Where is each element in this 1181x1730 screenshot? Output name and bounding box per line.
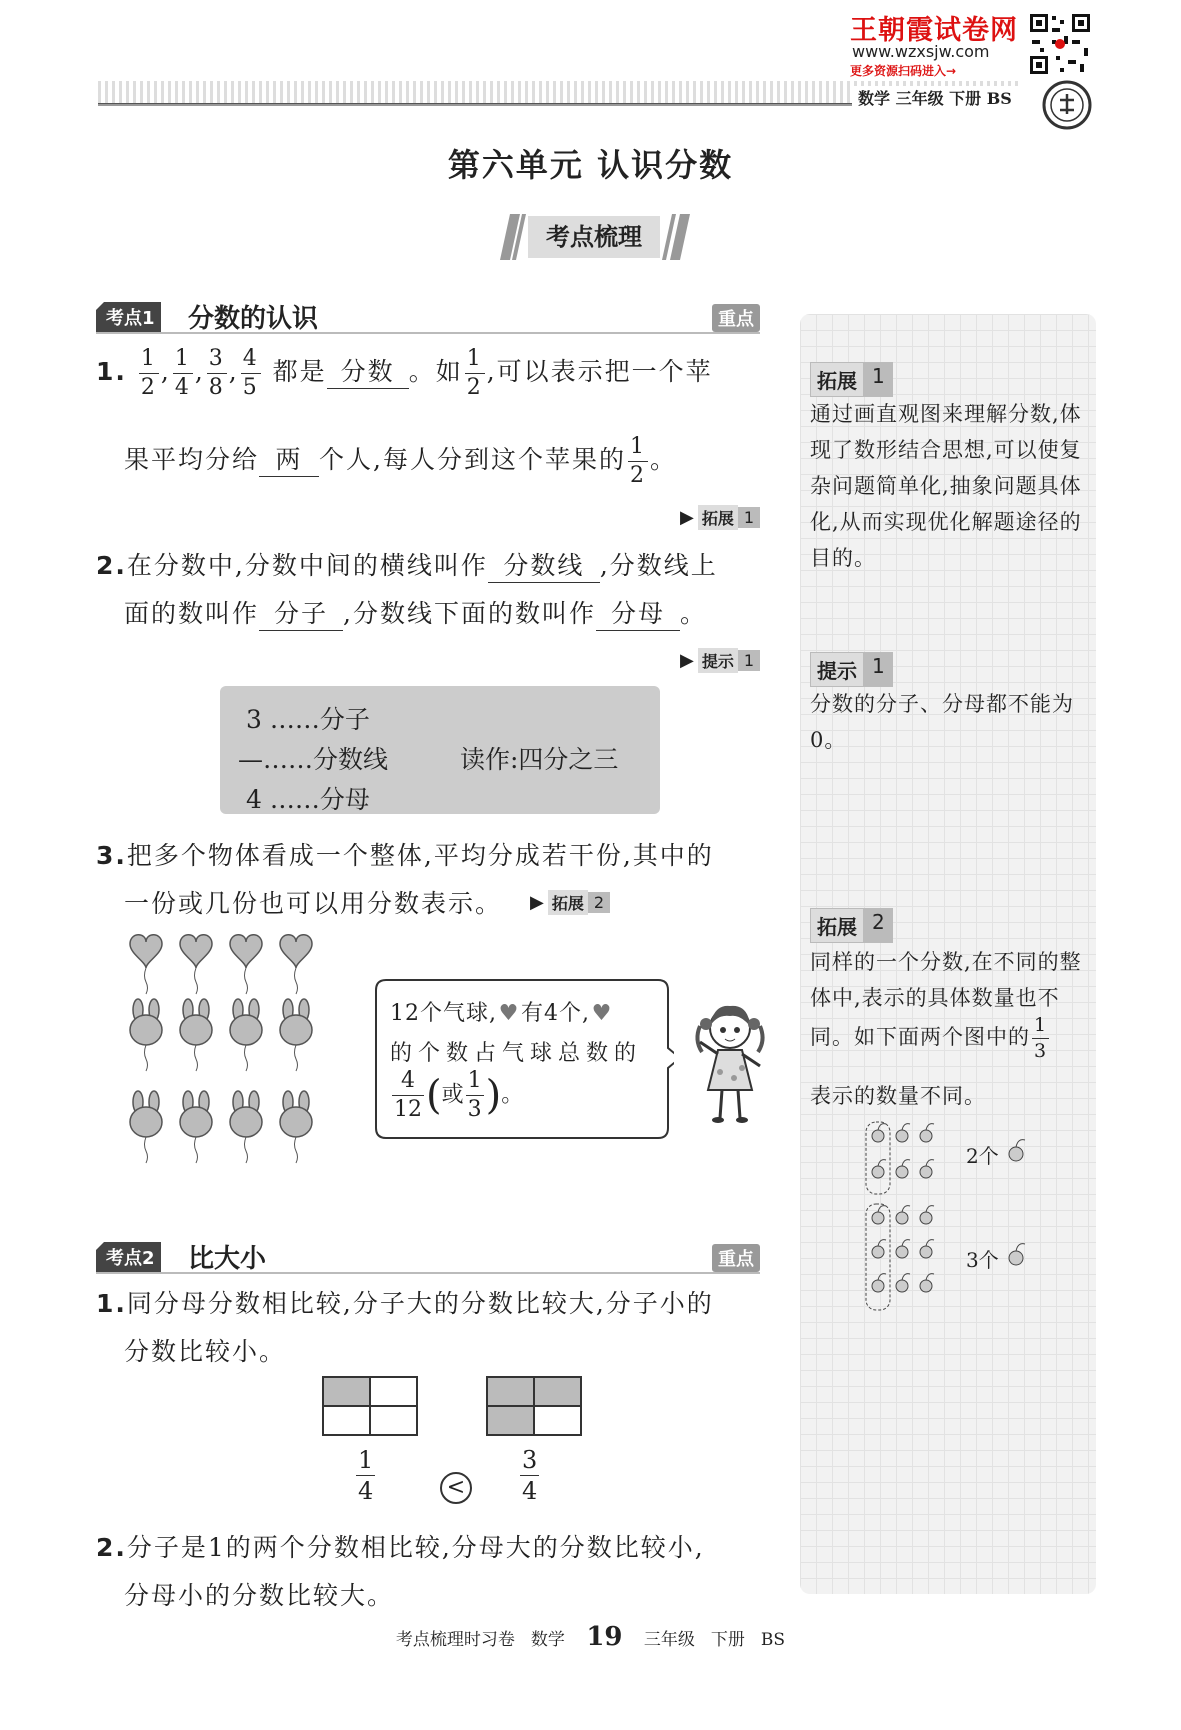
side-tip-1-text: 分数的分子、分母都不能为0。: [810, 692, 1074, 752]
brand-url[interactable]: www.wzxsjw.com: [852, 42, 990, 61]
compare-question-2-line-2: 分母小的分数比较大。: [124, 1581, 395, 1610]
fraction: $\frac{1}{2}$: [140, 346, 157, 400]
key-point-badge: 重点: [712, 1244, 760, 1272]
section-header-1: [96, 296, 760, 334]
fraction: $\frac{1}{4}$: [174, 346, 191, 400]
answer-blank[interactable]: 两: [259, 440, 319, 477]
count-two: 2个: [966, 1144, 999, 1168]
answer-blank[interactable]: 分母: [596, 594, 680, 631]
side-extension-1-text: 通过画直观图来理解分数,体现了数形结合思想,可以使复杂问题简单化,抽象问题具体化,从而实现优化解题途径的目的。: [810, 402, 1082, 570]
bunny-balloon-icon: [180, 1091, 212, 1163]
side-extension-1-tag: 拓展 1: [810, 362, 893, 397]
bubble-line-2: 的个数占气球总数的: [390, 1041, 643, 1066]
page-footer: 考点梳理时习卷 数学 19 三年级 下册 BS: [395, 1622, 786, 1652]
brand-title: 王朝霞试卷网: [850, 15, 1018, 46]
header-info: 数学 三年级 下册 BS: [852, 86, 1018, 109]
compare-question-1-line-1: 1.同分母分数相比较,分子大的分数比较大,分子小的: [96, 1289, 714, 1318]
bunny-balloon-icon: [130, 1091, 162, 1163]
banner-text: 考点梳理: [546, 222, 642, 251]
cherries-group-six: [864, 1118, 964, 1198]
heart-balloon-icon: [230, 935, 262, 994]
side-extension-2-text-end: 表示的数量不同。: [810, 1084, 986, 1108]
compare-question-2-line-1: 2.分子是1的两个分数相比较,分母大的分数比较小,: [96, 1533, 705, 1562]
section-title: 比大小: [188, 1244, 267, 1274]
cherries-group-nine: [864, 1200, 964, 1314]
heart-balloon-icon: [280, 935, 312, 994]
diagram-denominator: 4 ……分母: [246, 785, 370, 814]
diagram-fraction-line: —……分数线: [238, 745, 389, 774]
diagram-reading: 读作:四分之三: [460, 745, 619, 774]
bubble-line-1: 12个气球,♥有4个,♥: [390, 1001, 613, 1026]
ref-extension-1[interactable]: ▶ 拓展 1: [680, 505, 760, 530]
bunny-balloon-icon: [230, 999, 262, 1071]
section-header-2: [96, 1236, 760, 1274]
fraction-three-quarters: $\frac{3}{4}$: [522, 1446, 538, 1505]
qr-code-icon[interactable]: [1028, 12, 1092, 76]
play-arrow-icon: ▶: [680, 650, 694, 671]
bunny-balloon-icon: [130, 999, 162, 1071]
question-3-line-2: 一份或几份也可以用分数表示。: [124, 889, 503, 918]
side-tip-1-tag: 提示 1: [810, 652, 893, 687]
heart-balloon-icon: [130, 935, 162, 994]
fraction-one-quarter: $\frac{1}{4}$: [358, 1446, 374, 1505]
question-2-line-2: 面的数叫作 分子 ,分数线下面的数叫作 分母 。: [124, 594, 707, 631]
answer-blank[interactable]: 分子: [259, 594, 343, 631]
seal-logo: [1042, 80, 1092, 130]
girl-illustration: [690, 998, 770, 1128]
heart-balloon-icon: ♥: [591, 1001, 613, 1026]
bunny-balloon-icon: [180, 999, 212, 1071]
ref-extension-2[interactable]: ▶ 拓展 2: [530, 890, 610, 915]
play-arrow-icon: ▶: [530, 892, 544, 913]
diagram-numerator: 3 ……分子: [246, 705, 370, 734]
answer-blank[interactable]: 分数: [327, 352, 409, 389]
side-extension-2-tag: 拓展 2: [810, 908, 893, 943]
bunny-balloon-icon: [280, 999, 312, 1071]
page-number: 19: [586, 1622, 623, 1652]
unit-title: 第六单元 认识分数: [447, 146, 734, 184]
bubble-line-3: $\frac{4}{12}$ (或 $\frac{1}{3}$ )。: [394, 1068, 524, 1122]
question-2-line-1: 2.在分数中,分数中间的横线叫作 分数线 ,分数线上: [96, 546, 718, 583]
ref-tip-1[interactable]: ▶ 提示 1: [680, 648, 760, 673]
compare-question-1-line-2: 分数比较小。: [124, 1337, 287, 1366]
cherry-icon: [1006, 1136, 1028, 1164]
count-three: 3个: [966, 1248, 999, 1272]
section-tag: 考点1: [96, 302, 161, 332]
fraction: $\frac{1}{2}$: [466, 346, 483, 400]
question-3-line-1: 3.把多个物体看成一个整体,平均分成若干份,其中的: [96, 841, 714, 870]
fraction: $\frac{4}{5}$: [242, 346, 259, 400]
heart-balloon-icon: ♥: [498, 1001, 520, 1026]
section-tag: 考点2: [96, 1242, 161, 1272]
question-1-line-1: 1. $\frac{1}{2}$ , $\frac{1}{4}$ , $\frac{3}{8}$ , $\frac{4}{5}$ 都是 分数 。如 $\frac{1}{2}$ ,可以表示把一个苹: [96, 346, 713, 400]
bunny-balloon-icon: [280, 1091, 312, 1163]
fraction: $\frac{1}{2}$: [629, 434, 646, 488]
fraction: $\frac{3}{8}$: [208, 346, 225, 400]
play-arrow-icon: ▶: [680, 507, 694, 528]
grid-three-quarters: [486, 1376, 582, 1436]
less-than-symbol: <: [440, 1472, 472, 1504]
balloons-illustration: [126, 932, 336, 1182]
section-title: 分数的认识: [188, 304, 319, 334]
brand-tagline: 更多资源扫码进入→: [850, 64, 957, 78]
key-point-badge: 重点: [712, 304, 760, 332]
answer-blank[interactable]: 分数线: [488, 546, 600, 583]
heart-balloon-icon: [180, 935, 212, 994]
grid-one-quarter: [322, 1376, 418, 1436]
side-extension-2-text: 同样的一个分数,在不同的整体中,表示的具体数量也不同。如下面两个图中的 $\frac{1}{3}$: [810, 950, 1082, 1062]
bunny-balloon-icon: [230, 1091, 262, 1163]
question-1-line-2: 果平均分给 两 个人,每人分到这个苹果的 $\frac{1}{2}$ 。: [124, 434, 677, 488]
cherry-icon: [1006, 1240, 1028, 1268]
